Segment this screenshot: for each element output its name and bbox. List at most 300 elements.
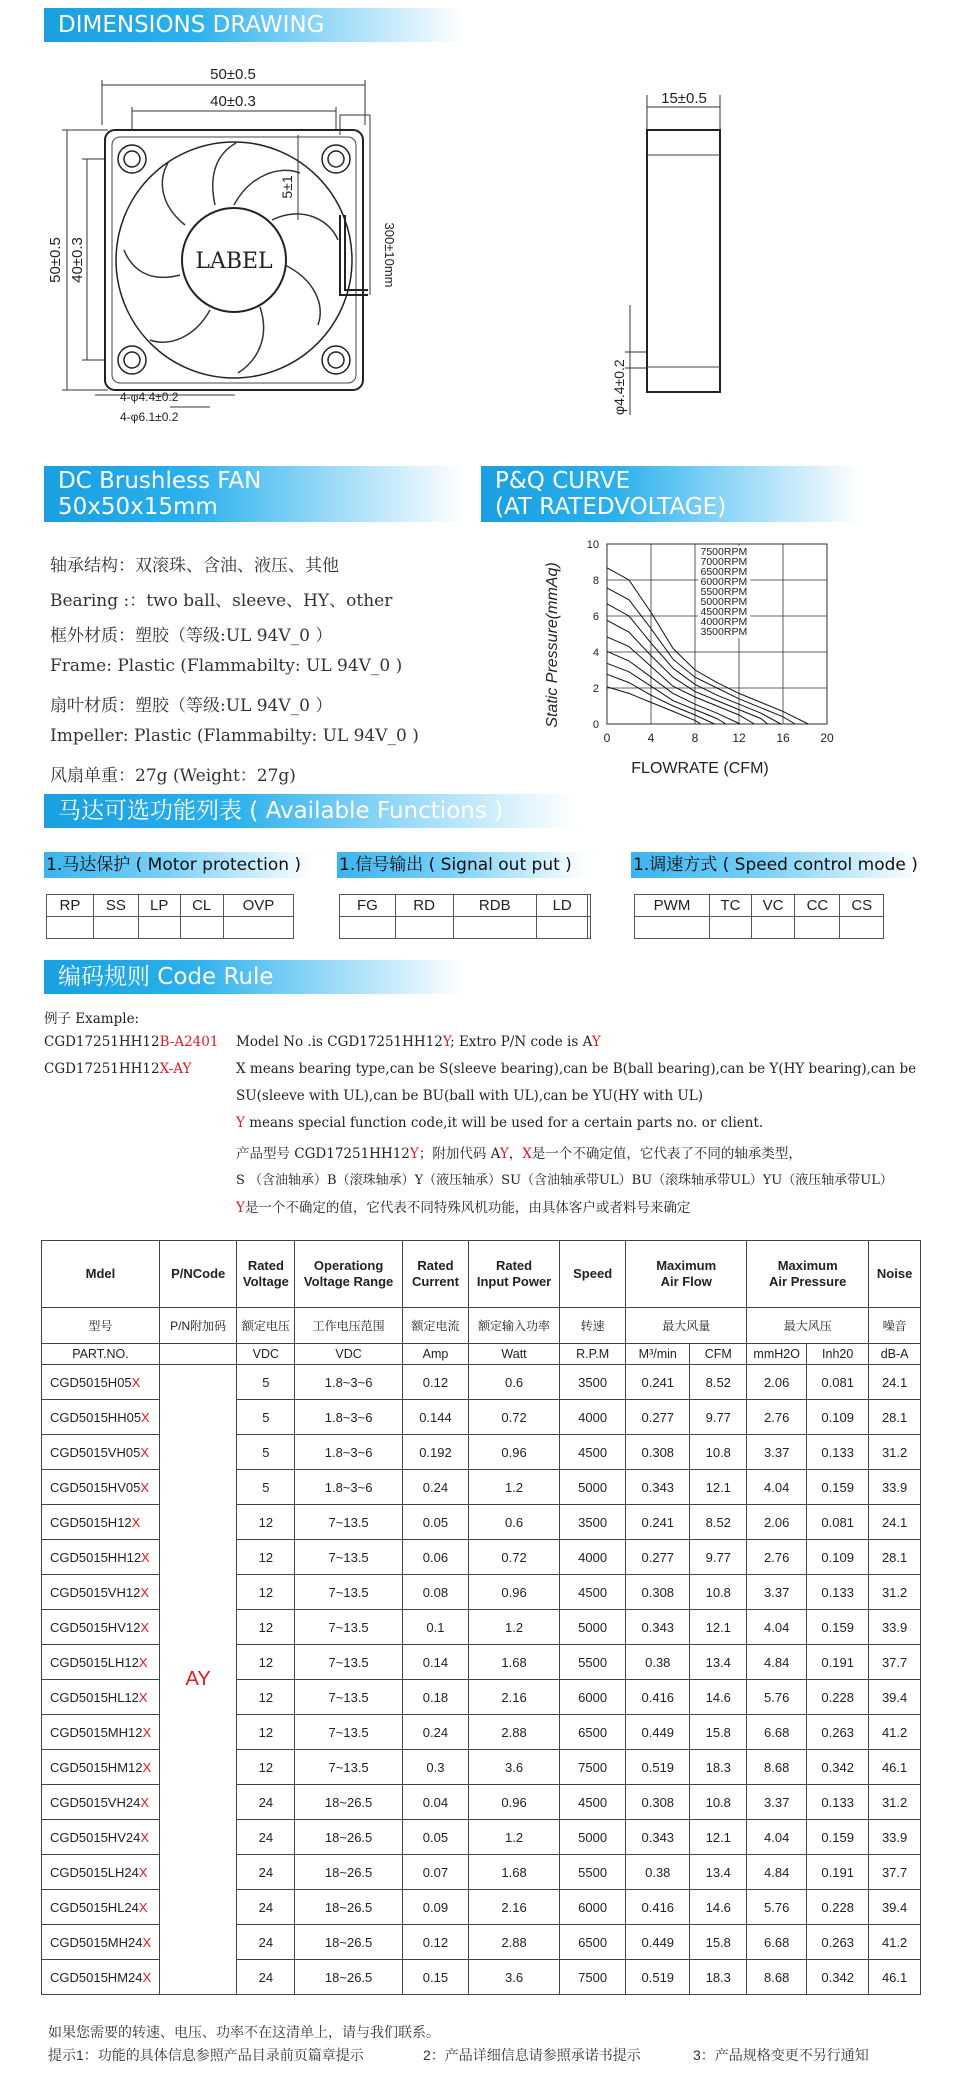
column-header-cn: 噪音 [869, 1308, 921, 1344]
part-number-cell [42, 1890, 160, 1925]
motor-protection-table [46, 894, 294, 939]
table-cell: 7~13.5 [295, 1680, 403, 1715]
table-cell: 12 [237, 1540, 295, 1575]
chart-xlabel: FLOWRATE (CFM) [631, 760, 769, 777]
dim-inner-width: 40±0.3 [210, 93, 256, 110]
note-tip-1: 提示1：功能的具体信息参照产品目录前页篇章提示 [48, 2047, 364, 2063]
option-cell: RDB [453, 895, 536, 917]
part-suffix: X [140, 1794, 149, 1810]
table-cell: 0.519 [626, 1960, 690, 1995]
text-part: ， [508, 1146, 523, 1162]
y-tick-label: 6 [592, 611, 599, 623]
spec-frame-cn: 框外材质：塑胶（等级:UL 94V_0 ） [50, 626, 333, 646]
table-cell: 12 [237, 1715, 295, 1750]
table-cell: 6.68 [747, 1715, 807, 1750]
dim-side-hole: φ4.4±0.2 [611, 359, 627, 415]
column-header: Noise [869, 1241, 921, 1308]
section-title-dimensions: DIMENSIONS DRAWING [44, 8, 464, 42]
table-cell: 0.343 [626, 1610, 690, 1645]
table-cell: 46.1 [869, 1750, 921, 1785]
part-number: CGD5015HH05 [50, 1409, 142, 1425]
table-cell: 7~13.5 [295, 1610, 403, 1645]
option-cell: CL [180, 895, 223, 917]
option-cell: SS [93, 895, 138, 917]
table-cell: 5 [237, 1365, 295, 1400]
table-cell: 15.8 [690, 1925, 747, 1960]
part-suffix: X [142, 1724, 152, 1740]
table-cell: 5000 [560, 1610, 626, 1645]
x-tick-label: 20 [820, 731, 834, 745]
option-cell: OVP [223, 895, 293, 917]
table-cell: 5500 [560, 1645, 626, 1680]
table-cell: 4000 [560, 1540, 626, 1575]
table-cell: 13.4 [690, 1645, 747, 1680]
option-cell [588, 895, 591, 917]
table-cell: 0.342 [807, 1750, 869, 1785]
table-cell: 46.1 [869, 1960, 921, 1995]
part-suffix: X [131, 1514, 141, 1530]
table-cell: 0.228 [807, 1890, 869, 1925]
table-cell: 24 [237, 1960, 295, 1995]
table-cell: 37.7 [869, 1645, 921, 1680]
table-cell: 0.15 [402, 1960, 468, 1995]
text-part: Model No .is CGD17251HH12 [236, 1034, 443, 1050]
table-cell: 0.342 [807, 1960, 869, 1995]
part-number: CGD5015H12 [50, 1514, 132, 1530]
table-cell: 0.241 [626, 1365, 690, 1400]
table-cell: 0.191 [807, 1855, 869, 1890]
column-header-cn: 额定电流 [402, 1308, 468, 1344]
table-units-row [42, 1344, 921, 1365]
table-cell: 0.241 [626, 1505, 690, 1540]
note-tip-3: 3：产品规格变更不另行通知 [693, 2047, 869, 2063]
table-cell: 1.68 [469, 1645, 560, 1680]
part-suffix: X [142, 1759, 152, 1775]
part-suffix: X [140, 1584, 149, 1600]
table-cell: 0.96 [469, 1785, 560, 1820]
spec-frame-en: Frame: Plastic (Flammabilty: UL 94V_0 ) [50, 656, 403, 676]
table-cell: 24 [237, 1820, 295, 1855]
table-cell: 4.04 [747, 1610, 807, 1645]
unit-cell: Watt [469, 1344, 560, 1365]
text-part: Y [236, 1200, 245, 1216]
text-part: Y [499, 1146, 509, 1162]
table-cell: 3500 [560, 1505, 626, 1540]
part-number-cell [42, 1400, 160, 1435]
code-cn-3 [236, 1196, 690, 1216]
part-number: CGD5015HM24 [50, 1969, 143, 1985]
legend-label: 4500RPM [700, 606, 748, 618]
spec-weight: 风扇单重：27g (Weight：27g) [50, 766, 296, 786]
dim-lead-gap: 5±1 [279, 175, 295, 199]
column-header-cn: 额定输入功率 [469, 1308, 560, 1344]
table-cell: 0.133 [807, 1575, 869, 1610]
spec-table [41, 1240, 921, 1995]
table-cell: 24 [237, 1785, 295, 1820]
table-cell: 12.1 [690, 1470, 747, 1505]
table-cell: 0.308 [626, 1575, 690, 1610]
fan-hub-label: LABEL [195, 249, 273, 274]
text-part: Y [236, 1115, 245, 1131]
table-cell: 0.263 [807, 1715, 869, 1750]
table-cell: 1.8~3~6 [295, 1365, 403, 1400]
text-part: X [522, 1146, 532, 1162]
table-cell: 12 [237, 1750, 295, 1785]
hole-note-1: 4-φ4.4±0.2 [120, 390, 179, 404]
y-tick-label: 0 [592, 719, 599, 731]
table-cell: 4.04 [747, 1820, 807, 1855]
part-number: CGD5015HM12 [50, 1759, 143, 1775]
text-part: 产品型号 CGD17251HH12 [236, 1146, 410, 1162]
dim-inner-height: 40±0.3 [69, 237, 86, 283]
unit-cell: Amp [402, 1344, 468, 1365]
table-cell: 18~26.5 [295, 1925, 403, 1960]
unit-cell: VDC [295, 1344, 403, 1365]
part-number: CGD5015VH24 [50, 1794, 141, 1810]
table-cell: 1.2 [469, 1610, 560, 1645]
table-cell: 18~26.5 [295, 1820, 403, 1855]
table-cell: 18~26.5 [295, 1890, 403, 1925]
table-cell: 41.2 [869, 1925, 921, 1960]
part-number: CGD5015HL24 [50, 1899, 139, 1915]
column-header-cn: 最大风量 [626, 1308, 747, 1344]
spec-impeller-en: Impeller: Plastic (Flammabilty: UL 94V_0 ) [50, 726, 419, 746]
table-cell: 2.06 [747, 1505, 807, 1540]
y-tick-label: 2 [592, 683, 599, 695]
table-cell: 0.96 [469, 1575, 560, 1610]
table-cell: 5 [237, 1470, 295, 1505]
table-cell: 37.7 [869, 1855, 921, 1890]
code-cn-1 [236, 1142, 802, 1162]
table-cell: 5 [237, 1435, 295, 1470]
fan-front-drawing [40, 55, 500, 424]
unit-cell [159, 1344, 237, 1365]
note-tip-2: 2：产品详细信息请参照承诺书提示 [423, 2047, 641, 2063]
option-cell: TC [710, 895, 752, 917]
table-header-row-cn [42, 1308, 921, 1344]
table-cell: 0.04 [402, 1785, 468, 1820]
table-cell: 2.16 [469, 1890, 560, 1925]
table-cell: 3.37 [747, 1785, 807, 1820]
code-x-desc-2: SU(sleeve with UL),can be BU(ball with UL),can be YU(HY with UL) [236, 1088, 704, 1104]
column-header: Speed [560, 1241, 626, 1308]
part-suffix: X [138, 1654, 148, 1670]
section-title-functions: 马达可选功能列表 ( Available Functions ) [44, 794, 574, 828]
code-x-desc-1: X means bearing type,can be S(sleeve bearing),can be B(ball bearing),can be Y(HY bearing),can be [236, 1061, 917, 1077]
unit-cell: Inh20 [807, 1344, 869, 1365]
table-cell: 1.68 [469, 1855, 560, 1890]
legend-label: 6000RPM [700, 576, 748, 588]
table-cell: 0.133 [807, 1435, 869, 1470]
table-cell: 0.159 [807, 1820, 869, 1855]
x-tick-label: 16 [776, 731, 790, 745]
table-cell: 0.18 [402, 1680, 468, 1715]
table-cell: 10.8 [690, 1575, 747, 1610]
table-cell: 7~13.5 [295, 1575, 403, 1610]
table-cell: 28.1 [869, 1540, 921, 1575]
table-cell: 7~13.5 [295, 1715, 403, 1750]
table-cell: 0.109 [807, 1400, 869, 1435]
column-header: Operationg Voltage Range [295, 1241, 403, 1308]
dim-outer-width: 50±0.5 [210, 66, 256, 83]
table-cell: 0.416 [626, 1890, 690, 1925]
text-part: Y [442, 1034, 451, 1050]
unit-cell: mmH2O [747, 1344, 807, 1365]
table-cell: 4500 [560, 1785, 626, 1820]
table-cell: 4500 [560, 1575, 626, 1610]
table-cell: 0.277 [626, 1540, 690, 1575]
legend-label: 6500RPM [700, 566, 748, 578]
column-header: P/NCode [159, 1241, 237, 1308]
part-suffix: X [142, 1969, 152, 1985]
part-number: CGD5015H05 [50, 1374, 132, 1390]
column-header: Maximum Air Flow [626, 1241, 747, 1308]
spec-bearing-cn: 轴承结构：双滚珠、含油、液压、其他 [50, 556, 339, 576]
table-cell: 0.24 [402, 1470, 468, 1505]
table-cell: 0.09 [402, 1890, 468, 1925]
table-cell: 7~13.5 [295, 1750, 403, 1785]
y-tick-label: 4 [592, 647, 599, 659]
part-number-cell [42, 1680, 160, 1715]
table-cell: 6.68 [747, 1925, 807, 1960]
option-cell: RP [47, 895, 94, 917]
curve-title-line2: (AT RATEDVOLTAGE) [495, 494, 727, 520]
table-row [42, 1365, 921, 1400]
column-header: Mdel [42, 1241, 160, 1308]
code-example-1 [44, 1034, 218, 1050]
table-cell: 2.76 [747, 1400, 807, 1435]
part-number-cell [42, 1925, 160, 1960]
table-cell: 0.38 [626, 1645, 690, 1680]
part-number-cell [42, 1820, 160, 1855]
table-cell: 7~13.5 [295, 1645, 403, 1680]
part-suffix: X [141, 1409, 150, 1425]
table-cell: 0.192 [402, 1435, 468, 1470]
table-cell: 4.84 [747, 1855, 807, 1890]
part-number: CGD5015HL12 [50, 1689, 139, 1705]
part-suffix: X [140, 1479, 149, 1495]
text-part: ; Extro P/N code is A [450, 1034, 592, 1050]
curve-title-line1: P&Q CURVE [495, 468, 631, 494]
table-cell: 0.449 [626, 1715, 690, 1750]
table-cell: 0.081 [807, 1505, 869, 1540]
table-cell: 4000 [560, 1400, 626, 1435]
table-cell: 2.76 [747, 1540, 807, 1575]
option-cell: VC [751, 895, 795, 917]
fan-title-line2: 50x50x15mm [58, 494, 218, 520]
part-number: CGD5015VH12 [50, 1584, 141, 1600]
option-cell: CS [840, 895, 884, 917]
table-cell: 0.6 [469, 1505, 560, 1540]
part-number-cell [42, 1715, 160, 1750]
note-contact: 如果您需要的转速、电压、功率不在这清单上，请与我们联系。 [48, 2024, 440, 2040]
text-part: Y [591, 1034, 601, 1050]
table-cell: 1.2 [469, 1470, 560, 1505]
signal-output-title: 1.信号输出 ( Signal out put ) [337, 852, 587, 878]
table-cell: 7~13.5 [295, 1540, 403, 1575]
table-cell: 3500 [560, 1365, 626, 1400]
table-cell: 9.77 [690, 1540, 747, 1575]
option-cell: LP [138, 895, 180, 917]
text-part: means special function code,it will be used for a certain parts no. or client. [244, 1115, 764, 1131]
part-number-cell [42, 1960, 160, 1995]
chart-ylabel: Static Pressure(mmAq) [544, 562, 561, 728]
table-cell: 6000 [560, 1890, 626, 1925]
dim-thickness: 15±0.5 [661, 90, 707, 107]
table-cell: 6500 [560, 1925, 626, 1960]
table-cell: 0.38 [626, 1855, 690, 1890]
y-tick-label: 10 [586, 539, 599, 551]
table-cell: 0.159 [807, 1470, 869, 1505]
table-cell: 0.12 [402, 1365, 468, 1400]
table-cell: 10.8 [690, 1435, 747, 1470]
dim-lead-length: 300±10mm [382, 222, 397, 288]
table-cell: 0.228 [807, 1680, 869, 1715]
table-cell: 0.519 [626, 1750, 690, 1785]
part-number-cell [42, 1365, 160, 1400]
table-cell: 5.76 [747, 1680, 807, 1715]
pn-code-cell: AY [159, 1365, 237, 1995]
column-header: Rated Input Power [469, 1241, 560, 1308]
table-cell: 8.68 [747, 1960, 807, 1995]
table-cell: 3.6 [469, 1960, 560, 1995]
table-cell: 0.08 [402, 1575, 468, 1610]
part-number-cell [42, 1785, 160, 1820]
table-cell: 15.8 [690, 1715, 747, 1750]
table-cell: 24 [237, 1925, 295, 1960]
part-number: CGD5015LH24 [50, 1864, 139, 1880]
table-cell: 33.9 [869, 1610, 921, 1645]
table-cell: 4500 [560, 1435, 626, 1470]
x-tick-label: 8 [691, 731, 699, 745]
motor-protection-title: 1.马达保护 ( Motor protection ) [44, 852, 314, 878]
table-cell: 0.96 [469, 1435, 560, 1470]
table-cell: 18~26.5 [295, 1785, 403, 1820]
hole-note-2: 4-φ6.1±0.2 [120, 410, 179, 424]
legend-label: 4000RPM [700, 616, 748, 628]
table-cell: 31.2 [869, 1575, 921, 1610]
part-number: CGD5015MH24 [50, 1934, 143, 1950]
table-header-row [42, 1241, 921, 1308]
fan-title-line1: DC Brushless FAN [58, 468, 262, 494]
unit-cell: M³/min [626, 1344, 690, 1365]
unit-cell: dB-A [869, 1344, 921, 1365]
x-tick-label: 4 [647, 731, 655, 745]
table-cell: 5000 [560, 1470, 626, 1505]
column-header-cn: 转速 [560, 1308, 626, 1344]
unit-cell: CFM [690, 1344, 747, 1365]
table-cell: 0.449 [626, 1925, 690, 1960]
table-cell: 2.88 [469, 1925, 560, 1960]
table-cell: 13.4 [690, 1855, 747, 1890]
table-cell: 1.2 [469, 1820, 560, 1855]
table-cell: 8.68 [747, 1750, 807, 1785]
table-cell: 3.37 [747, 1575, 807, 1610]
table-cell: 0.05 [402, 1505, 468, 1540]
table-cell: 5.76 [747, 1890, 807, 1925]
option-cell: RD [395, 895, 453, 917]
text-part: 是一个不确定的值，它代表不同特殊风机功能，由具体客户或者料号来确定 [244, 1200, 691, 1216]
table-cell: 3.6 [469, 1750, 560, 1785]
table-cell: 0.343 [626, 1820, 690, 1855]
part-number-cell [42, 1610, 160, 1645]
part-suffix: X [138, 1864, 148, 1880]
table-cell: 24 [237, 1890, 295, 1925]
table-cell: 24.1 [869, 1505, 921, 1540]
y-tick-label: 8 [592, 575, 599, 587]
table-cell: 3.37 [747, 1435, 807, 1470]
table-cell: 4.04 [747, 1470, 807, 1505]
table-cell: 1.8~3~6 [295, 1400, 403, 1435]
table-cell: 33.9 [869, 1820, 921, 1855]
table-cell: 0.1 [402, 1610, 468, 1645]
table-cell: 8.52 [690, 1365, 747, 1400]
part-number: CGD5015LH12 [50, 1654, 139, 1670]
text-part: ；附加代码 A [418, 1146, 500, 1162]
table-cell: 12 [237, 1680, 295, 1715]
table-cell: 0.144 [402, 1400, 468, 1435]
part-number-cell [42, 1470, 160, 1505]
code-example-2 [44, 1061, 191, 1077]
option-cell: CC [795, 895, 840, 917]
part-suffix: X [140, 1619, 149, 1635]
table-cell: 0.191 [807, 1645, 869, 1680]
code-base: CGD17251HH12 [44, 1061, 160, 1077]
fan-side-drawing [600, 55, 740, 415]
part-suffix: X [138, 1899, 148, 1915]
table-cell: 1.8~3~6 [295, 1435, 403, 1470]
code-cn-2: S （含油轴承）B（滚珠轴承）Y（液压轴承）SU（含油轴承带UL）BU（滚珠轴承带UL）YU（液压轴承带UL） [236, 1173, 893, 1188]
table-cell: 5000 [560, 1820, 626, 1855]
table-cell: 18~26.5 [295, 1960, 403, 1995]
table-cell: 0.277 [626, 1400, 690, 1435]
legend-label: 7500RPM [700, 546, 748, 558]
unit-cell: R.P.M [560, 1344, 626, 1365]
table-cell: 18.3 [690, 1750, 747, 1785]
part-suffix: X [140, 1829, 149, 1845]
column-header: Maximum Air Pressure [747, 1241, 869, 1308]
column-header-cn: P/N附加码 [159, 1308, 237, 1344]
part-suffix: X [138, 1689, 148, 1705]
table-cell: 0.133 [807, 1785, 869, 1820]
part-number: CGD5015HH12 [50, 1549, 142, 1565]
column-header-cn: 最大风压 [747, 1308, 869, 1344]
table-cell: 0.416 [626, 1680, 690, 1715]
code-y-desc [236, 1115, 763, 1131]
table-cell: 0.081 [807, 1365, 869, 1400]
table-cell: 24 [237, 1855, 295, 1890]
table-cell: 12.1 [690, 1610, 747, 1645]
table-cell: 9.77 [690, 1400, 747, 1435]
table-cell: 2.06 [747, 1365, 807, 1400]
part-number: CGD5015VH05 [50, 1444, 141, 1460]
table-cell: 33.9 [869, 1470, 921, 1505]
table-cell: 0.72 [469, 1540, 560, 1575]
part-suffix: X [142, 1934, 152, 1950]
table-cell: 8.52 [690, 1505, 747, 1540]
table-cell: 6000 [560, 1680, 626, 1715]
table-cell: 12 [237, 1610, 295, 1645]
table-cell: 39.4 [869, 1890, 921, 1925]
table-cell: 31.2 [869, 1435, 921, 1470]
section-title-code-rule: 编码规则 Code Rule [44, 960, 464, 994]
code-suffix: X-AY [159, 1061, 192, 1077]
table-cell: 28.1 [869, 1400, 921, 1435]
table-cell: 0.06 [402, 1540, 468, 1575]
part-number-cell [42, 1750, 160, 1785]
code-base: CGD17251HH12 [44, 1034, 160, 1050]
table-cell: 39.4 [869, 1680, 921, 1715]
